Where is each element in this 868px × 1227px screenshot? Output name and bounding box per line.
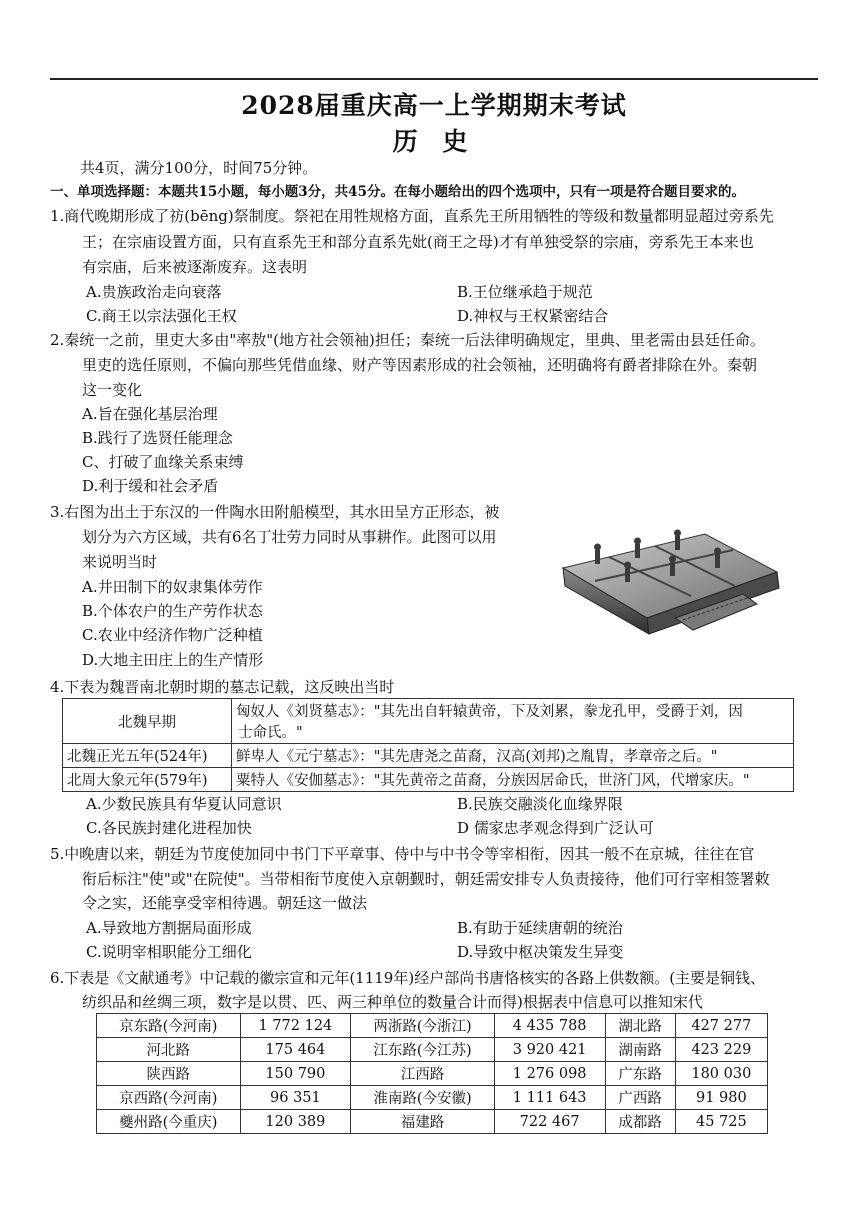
route-name-cell: 湖南路 — [605, 1038, 675, 1062]
tribute-amount-cell: 96 351 — [240, 1086, 351, 1110]
tribute-amount-cell: 3 920 421 — [494, 1038, 605, 1062]
q2-option-a: A.旨在强化基层治理 — [82, 405, 218, 423]
route-name-cell: 京西路(今河南) — [97, 1086, 241, 1110]
tribute-amount-cell: 120 389 — [240, 1110, 351, 1134]
section-heading: 一、单项选择题：本题共15小题，每小题3分，共45分。在每小题给出的四个选项中，只有一项是符合题目要求的。 — [50, 184, 745, 200]
tribute-amount-cell: 4 435 788 — [494, 1014, 605, 1038]
table-row — [63, 768, 794, 792]
q1-option-a: A.贵族政治走向衰落 — [86, 283, 222, 301]
q5-line-2: 衔后标注"使"或"在院使"。当带相衔节度使入京朝觐时，朝廷需安排专人负责接待，他们可行宰相签署敕 — [82, 870, 770, 888]
q3-option-c: C.农业中经济作物广泛种植 — [82, 626, 263, 644]
tribute-amount-cell: 150 790 — [240, 1062, 351, 1086]
q6-line-1: 6.下表是《文献通考》中记载的徽宗宣和元年(1119年)经户部尚书唐恪核实的各路上供数额。(主要是铜钱、 — [50, 969, 766, 987]
route-name-cell: 江西路 — [351, 1062, 495, 1086]
q2-line-2: 里吏的选任原则，不偏向那些凭借血缘、财产等因素形成的社会领袖，还明确将有爵者排除在外。秦朝 — [82, 356, 758, 374]
q3-option-a: A.井田制下的奴隶集体劳作 — [82, 578, 263, 596]
table-row — [97, 1014, 768, 1038]
tribute-amount-cell: 175 464 — [240, 1038, 351, 1062]
q3-line-1: 3.右图为出土于东汉的一件陶水田附船模型，其水田呈方正形态，被 — [50, 503, 500, 521]
tribute-amount-cell: 45 725 — [675, 1110, 767, 1134]
q1-line-2: 王；在宗庙设置方面，只有直系先王和部分直系先妣(商王之母)才有单独受祭的宗庙，旁系先王本来也 — [82, 233, 754, 251]
q2-option-c: C、打破了血缘关系束缚 — [82, 453, 244, 471]
tribute-amount-cell: 91 980 — [675, 1086, 767, 1110]
q4-record-line: 匈奴人《刘贤墓志》："其先出自轩辕黄帝，下及刘累，豢龙孔甲，受爵于刘，因 — [236, 704, 743, 720]
q2-line-3: 这一变化 — [82, 381, 143, 399]
q4-record-cell — [232, 699, 794, 744]
exam-subject: 历 史 — [392, 127, 476, 156]
top-rule — [50, 78, 818, 80]
table-row — [97, 1062, 768, 1086]
route-name-cell: 淮南路(今安徽) — [351, 1086, 495, 1110]
q5-option-a: A.导致地方割据局面形成 — [86, 919, 252, 937]
route-name-cell: 夔州路(今重庆) — [97, 1110, 241, 1134]
route-name-cell: 江东路(今江苏) — [351, 1038, 495, 1062]
q4-period-cell: 北魏早期 — [63, 699, 232, 744]
tribute-amount-cell: 1 772 124 — [240, 1014, 351, 1038]
route-name-cell: 广西路 — [605, 1086, 675, 1110]
route-name-cell: 陕西路 — [97, 1062, 241, 1086]
q1-option-c: C.商王以宗法强化王权 — [86, 307, 237, 325]
q1-line-3: 有宗庙，后来被逐渐废弃。这表明 — [82, 258, 308, 276]
q4-record-line: 士命氏。" — [238, 725, 303, 741]
q4-option-a: A.少数民族具有华夏认同意识 — [86, 795, 282, 813]
q5-option-d: D.导致中枢决策发生异变 — [457, 943, 624, 961]
exam-info: 共4页，满分100分，时间75分钟。 — [80, 159, 318, 177]
q4-record-cell: 鲜卑人《元宁墓志》："其先唐尧之苗裔，汉高(刘邦)之胤胄，孝章帝之后。" — [232, 744, 794, 768]
q4-period-cell: 北周大象元年(579年) — [63, 768, 232, 792]
tribute-amount-cell: 1 276 098 — [494, 1062, 605, 1086]
q4-option-c: C.各民族封建化进程加快 — [86, 819, 252, 837]
q1-line-1: 1.商代晚期形成了祊(bēng)祭制度。祭祀在用牲规格方面，直系先王所用牺牲的等级和数量都明显超过旁系先 — [50, 207, 774, 225]
pottery-paddy-field-model-image — [555, 506, 785, 646]
q2-option-b: B.践行了选贤任能理念 — [82, 429, 233, 447]
tribute-amount-cell: 180 030 — [675, 1062, 767, 1086]
q2-option-d: D.利于缓和社会矛盾 — [82, 477, 219, 495]
tribute-amount-cell: 423 229 — [675, 1038, 767, 1062]
table-row — [97, 1038, 768, 1062]
q4-option-d: D 儒家忠孝观念得到广泛认可 — [457, 819, 654, 837]
q4-option-b: B.民族交融淡化血缘界限 — [457, 795, 623, 813]
q6-line-2: 纺织品和丝绸三项，数字是以贯、匹、两三种单位的数量合计而得)根据表中信息可以推知宋代 — [82, 993, 703, 1011]
q4-epitaph-table — [62, 698, 794, 792]
q3-option-b: B.个体农户的生产劳作状态 — [82, 602, 263, 620]
route-name-cell: 两浙路(今浙江) — [351, 1014, 495, 1038]
q3-option-d: D.大地主田庄上的生产情形 — [82, 651, 264, 669]
q5-line-1: 5.中晚唐以来，朝廷为节度使加同中书门下平章事、侍中与中书令等宰相衔，因其一般不在京城，往往在官 — [50, 845, 755, 863]
route-name-cell: 福建路 — [351, 1110, 495, 1134]
tribute-amount-cell: 722 467 — [494, 1110, 605, 1134]
table-row — [97, 1110, 768, 1134]
q5-option-c: C.说明宰相职能分工细化 — [86, 943, 252, 961]
q3-line-2: 划分为六方区域，共有6名丁壮劳力同时从事耕作。此图可以用 — [82, 528, 497, 546]
q5-line-3: 令之实，还能享受宰相待遇。朝廷这一做法 — [82, 894, 368, 912]
q4-period-cell: 北魏正光五年(524年) — [63, 744, 232, 768]
q1-option-d: D.神权与王权紧密结合 — [457, 307, 609, 325]
tribute-amount-cell: 427 277 — [675, 1014, 767, 1038]
table-row — [63, 699, 794, 744]
table-row — [97, 1086, 768, 1110]
route-name-cell: 京东路(今河南) — [97, 1014, 241, 1038]
q3-line-3: 来说明当时 — [82, 553, 158, 571]
route-name-cell: 广东路 — [605, 1062, 675, 1086]
q1-option-b: B.王位继承趋于规范 — [457, 283, 593, 301]
q2-line-1: 2.秦统一之前，里吏大多由"率敖"(地方社会领袖)担任；秦统一后法律明确规定，里典、里老需由县廷任命。 — [50, 331, 765, 349]
route-name-cell: 湖北路 — [605, 1014, 675, 1038]
q5-option-b: B.有助于延续唐朝的统治 — [457, 919, 623, 937]
route-name-cell: 成都路 — [605, 1110, 675, 1134]
exam-title: 2028届重庆高一上学期期末考试 — [241, 91, 627, 120]
q4-stem: 4.下表为魏晋南北朝时期的墓志记载，这反映出当时 — [50, 678, 395, 696]
tribute-amount-cell: 1 111 643 — [494, 1086, 605, 1110]
q4-record-cell: 粟特人《安伽墓志》："其先黄帝之苗裔，分族因居命氏，世济门风，代增家庆。" — [232, 768, 794, 792]
route-name-cell: 河北路 — [97, 1038, 241, 1062]
q6-tribute-table — [96, 1013, 768, 1134]
table-row — [63, 744, 794, 768]
